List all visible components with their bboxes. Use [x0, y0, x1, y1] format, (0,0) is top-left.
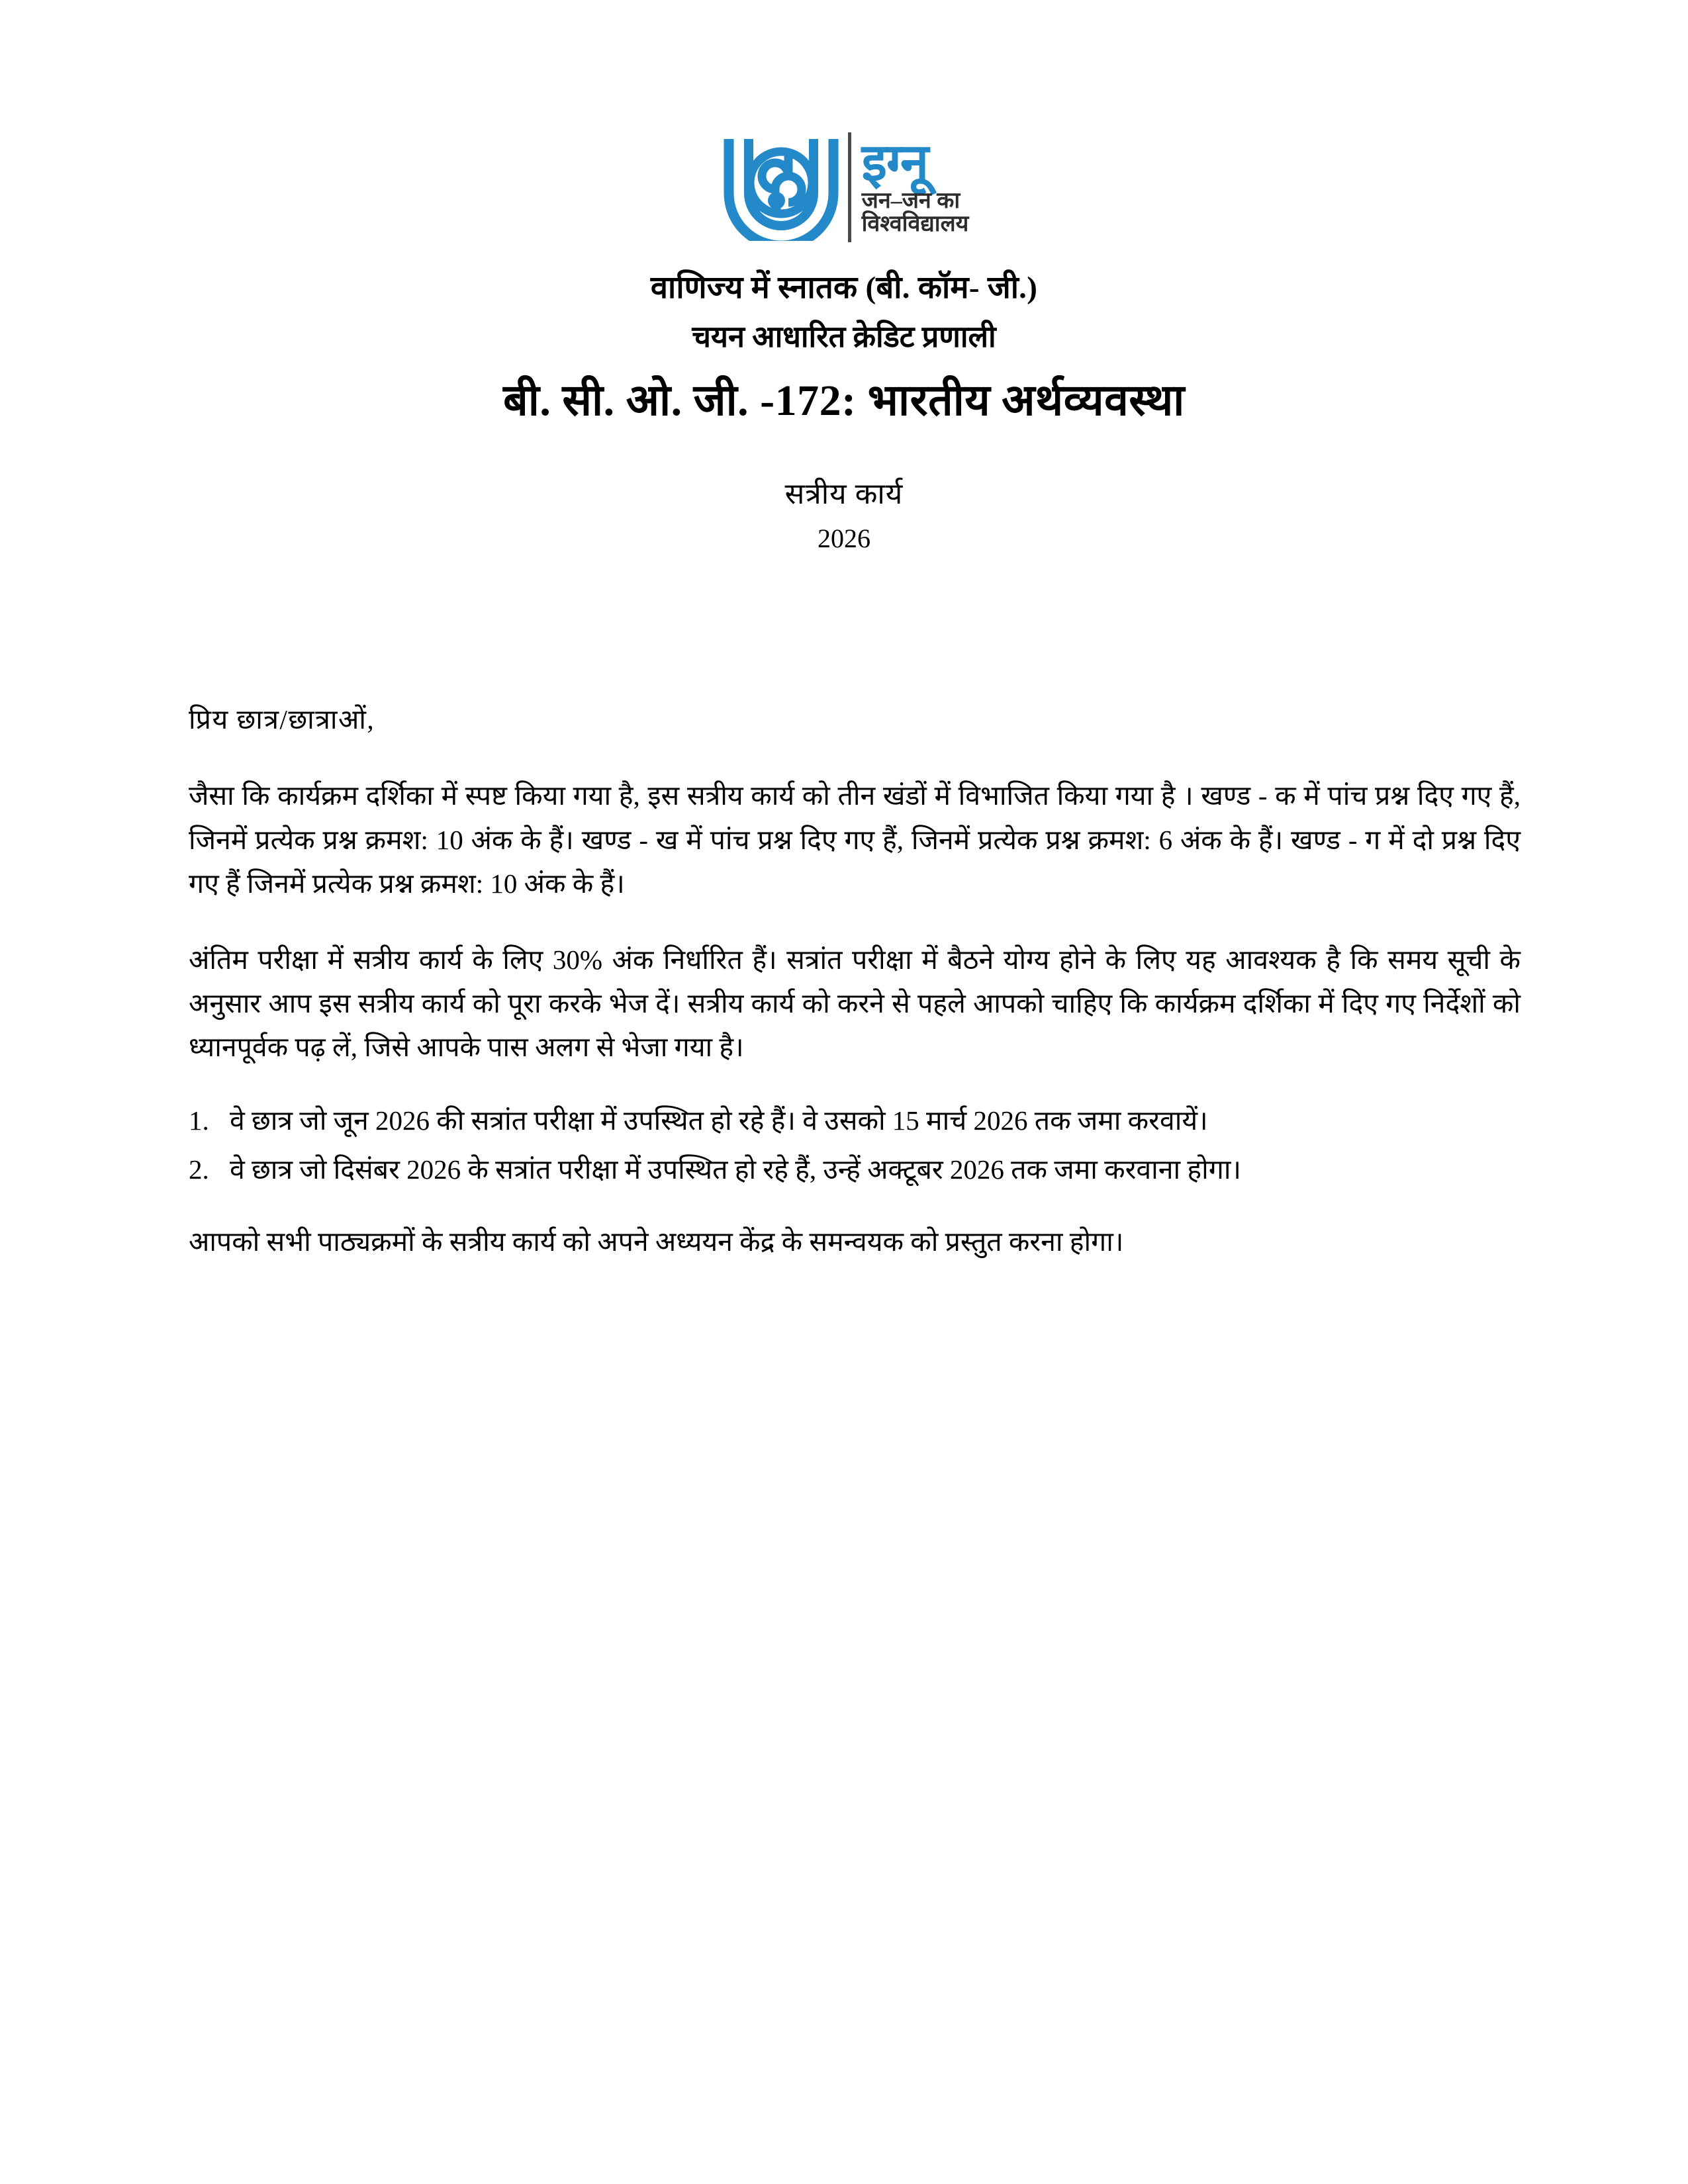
credit-system-subtitle: चयन आधारित क्रेडिट प्रणाली: [692, 320, 996, 353]
list-item: वे छात्र जो जून 2026 की सत्रांत परीक्षा में उपस्थित हो रहे हैं। वे उसको 15 मार्च 2026 तक जमा करवायें।: [230, 1105, 1208, 1136]
submission-deadline-list: [189, 1099, 1521, 1192]
ignou-logo: [0, 0, 1688, 244]
ignou-emblem-icon: [720, 132, 843, 241]
document-body: [189, 702, 1521, 1263]
logo-tagline-line2: विश्वविद्यालय: [861, 211, 969, 236]
salutation: प्रिय छात्र/छात्राओं,: [189, 704, 375, 735]
list-item: वे छात्र जो दिसंबर 2026 के सत्रांत परीक्षा में उपस्थित हो रहे हैं, उन्हें अक्टूबर 2026 तक जमा करवाना होगा।: [230, 1154, 1242, 1185]
programme-title: वाणिज्य में स्नातक (बी. कॉम- जी.): [650, 271, 1038, 305]
document-header: [0, 269, 1688, 555]
paragraph-submission-rules: अंतिम परीक्षा में सत्रीय कार्य के लिए 30% अंक निर्धारित हैं। सत्रांत परीक्षा में बैठने योग्य होने के लिए यह आवश्यक है कि समय सूची के अनुसार आप इस सत्रीय कार्य को पूरा करके भेज दें। सत्रीय कार्य को करने से पहले आपको चाहिए कि कार्यक्रम दर्शिका में दिए गए निर्देशों को ध्यानपूर्वक पढ़ लें, जिसे आपके पास अलग से भेजा गया है।: [189, 944, 1521, 1063]
course-title: बी. सी. ओ. जी. -172: भारतीय अर्थव्यवस्था: [503, 377, 1185, 425]
paragraph-assignment-structure: जैसा कि कार्यक्रम दर्शिका में स्पष्ट किया गया है, इस सत्रीय कार्य को तीन खंडों में विभाजित किया गया है । खण्ड - क में पांच प्रश्न दिए गए हैं, जिनमें प्रत्येक प्रश्न क्रमश: 10 अंक के हैं। खण्ड - ख में पांच प्रश्न दिए गए हैं, जिनमें प्रत्येक प्रश्न क्रमश: 6 अंक के हैं। खण्ड - ग में दो प्रश्न दिए गए हैं जिनमें प्रत्येक प्रश्न क्रमश: 10 अंक के हैं।: [189, 780, 1521, 899]
logo-divider: [848, 132, 851, 242]
assignment-label: सत्रीय कार्य: [784, 477, 904, 510]
logo-wordmark-ignou: इग्नू: [861, 133, 929, 191]
assignment-year: 2026: [818, 523, 870, 553]
logo-container: [720, 130, 969, 244]
logo-tagline-line1: जन–जन का: [861, 188, 961, 213]
logo-text-group: [862, 132, 969, 242]
paragraph-closing-instruction: आपको सभी पाठ्यक्रमों के सत्रीय कार्य को अपने अध्ययन केंद्र के समन्वयक को प्रस्तुत करना होगा।: [189, 1226, 1124, 1257]
